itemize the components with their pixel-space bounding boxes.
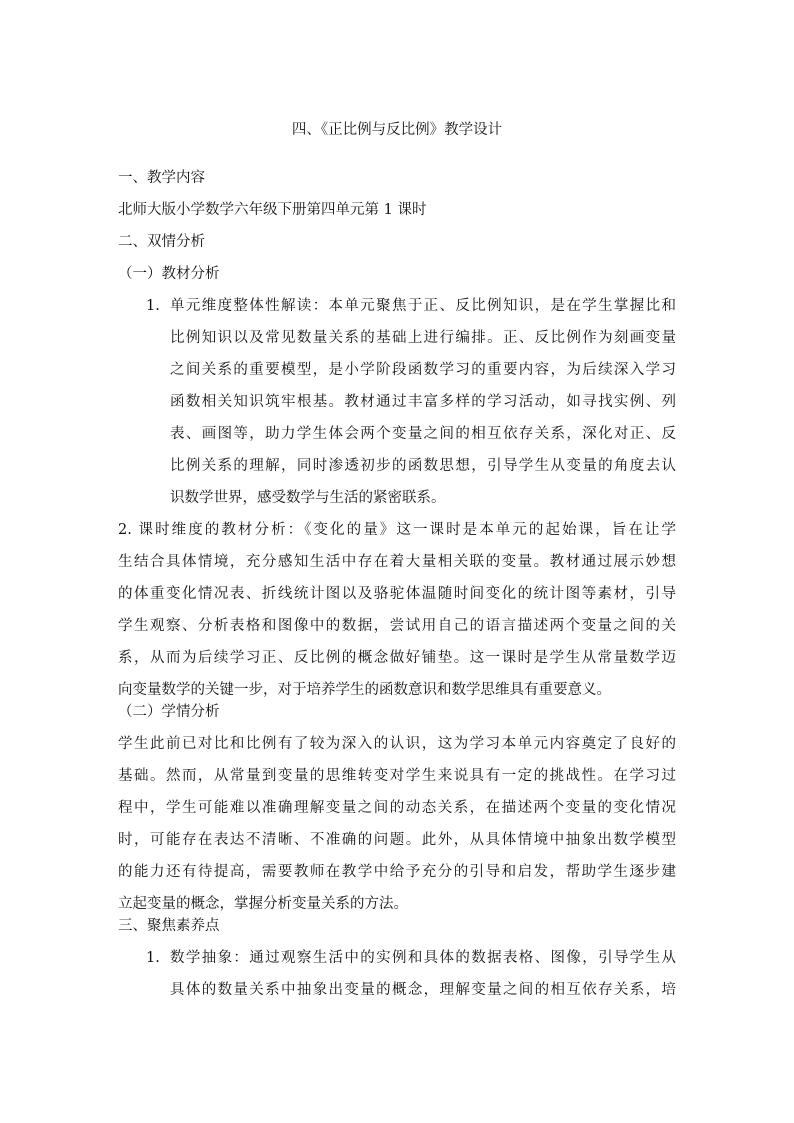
paragraph-line: 学生此前已对比和比例有了较为深入的认识，这为学习本单元内容奠定了良好的 — [118, 736, 676, 752]
list-number: 1. — [146, 298, 160, 314]
paragraph-line: 具体的数量关系中抽象出变量的概念，理解变量之间的相互依存关系，培 — [170, 982, 676, 998]
paragraph-line: 系，从而为后续学习正、反比例的概念做好铺垫。这一课时是学生从常量数学迈 — [118, 650, 676, 666]
paragraph-line: 数学抽象：通过观察生活中的实例和具体的数据表格、图像，引导学生从 — [170, 950, 676, 966]
section-heading-content: 一、教学内容 — [118, 170, 205, 186]
paragraph-line: 比例关系的理解，同时渗透初步的函数思想，引导学生从变量的角度去认 — [170, 458, 676, 474]
paragraph-line: 之间关系的重要模型，是小学阶段函数学习的重要内容，为后续深入学习 — [170, 362, 676, 378]
paragraph-line: 表、画图等，助力学生体会两个变量之间的相互依存关系，深化对正、反 — [170, 426, 676, 442]
paragraph-line: 生结合具体情境，充分感知生活中存在着大量相关联的变量。教材通过展示妙想 — [118, 554, 676, 570]
paragraph-line: 向变量数学的关键一步，对于培养学生的函数意识和数学思维具有重要意义。 — [118, 682, 611, 698]
paragraph-line: 比例知识以及常见数量关系的基础上进行编排。正、反比例作为刻画变量 — [170, 330, 676, 346]
document-title: 四、《正比例与反比例》教学设计 — [291, 122, 503, 138]
paragraph-line: 识数学世界，感受数学与生活的紧密联系。 — [170, 490, 446, 506]
paragraph-line: 程中，学生可能难以准确理解变量之间的动态关系，在描述两个变量的变化情况 — [118, 800, 676, 816]
paragraph-line: 2. 课时维度的教材分析：《变化的量》这一课时是本单元的起始课，旨在让学 — [118, 522, 676, 538]
paragraph-line: 基础。然而，从常量到变量的思维转变对学生来说具有一定的挑战性。在学习过 — [118, 768, 676, 784]
subsection-heading-textbook: （一）教材分析 — [118, 266, 220, 282]
paragraph-line: 时，可能存在表达不清晰、不准确的问题。此外，从具体情境中抽象出数学模型 — [118, 832, 676, 848]
paragraph-line: 函数相关知识筑牢根基。教材通过丰富多样的学习活动，如寻找实例、列 — [170, 394, 676, 410]
section-heading-literacy: 三、聚焦素养点 — [118, 918, 220, 934]
subsection-heading-students: （二）学情分析 — [118, 704, 220, 720]
list-number: 1. — [146, 950, 160, 966]
paragraph-line: 的体重变化情况表、折线统计图以及骆驼体温随时间变化的统计图等素材，引导 — [118, 586, 676, 602]
course-info: 北师大版小学数学六年级下册第四单元第 1 课时 — [118, 202, 427, 218]
paragraph-line: 立起变量的概念，掌握分析变量关系的方法。 — [118, 896, 408, 912]
paragraph-line: 学生观察、分析表格和图像中的数据，尝试用自己的语言描述两个变量之间的关 — [118, 618, 676, 634]
paragraph-line: 的能力还有待提高，需要教师在教学中给予充分的引导和启发，帮助学生逐步建 — [118, 864, 676, 880]
paragraph-line: 单元维度整体性解读：本单元聚焦于正、反比例知识，是在学生掌握比和 — [170, 298, 676, 314]
section-heading-analysis: 二、双情分析 — [118, 234, 205, 250]
